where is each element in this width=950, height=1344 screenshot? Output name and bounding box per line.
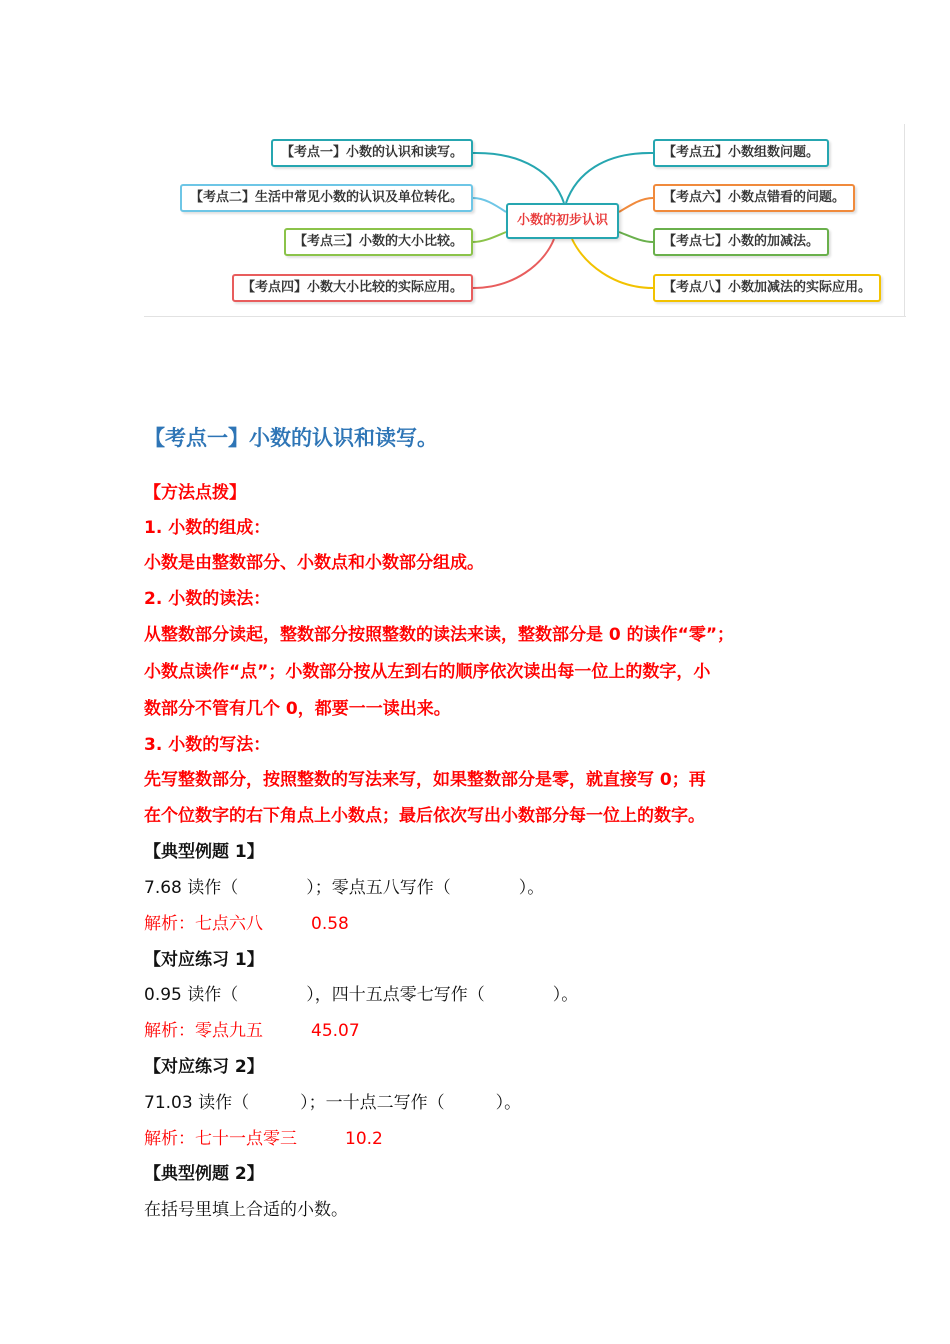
mind-map [144, 124, 906, 318]
practice1-answer [144, 1016, 360, 1041]
mindmap-node-6: 【考点六】小数点错看的问题。 [653, 184, 855, 212]
practice2-heading: 【对应练习 2】 [144, 1057, 264, 1077]
example1-heading: 【典型例题 1】 [144, 842, 264, 862]
writing-text-line1: 先写整数部分，按照整数的写法来写，如果整数部分是零，就直接写 0；再 [144, 770, 706, 790]
mindmap-center-node: 小数的初步认识 [506, 203, 619, 239]
mindmap-node-5: 【考点五】小数组数问题。 [653, 139, 829, 167]
example1-question: 7.68 读作（ ）；零点五八写作（ ）。 [144, 878, 545, 898]
reading-text-line3: 数部分不管有几个 0，都要一一读出来。 [144, 699, 451, 719]
connector-4 [473, 239, 554, 288]
composition-heading: 1. 小数的组成： [144, 518, 271, 538]
method-heading: 【方法点拨】 [144, 483, 246, 503]
connector-1 [473, 153, 564, 203]
answer-label: 解析： [144, 914, 195, 934]
mindmap-node-8: 【考点八】小数加减法的实际应用。 [653, 274, 881, 302]
reading-heading: 2. 小数的读法： [144, 589, 271, 609]
reading-text-line1: 从整数部分读起，整数部分按照整数的读法来读，整数部分是 0 的读作“零”； [144, 625, 735, 645]
answer-value-1: 七十一点零三 [195, 1129, 297, 1149]
composition-text: 小数是由整数部分、小数点和小数部分组成。 [144, 553, 484, 573]
connector-7 [619, 232, 653, 242]
example2-heading: 【典型例题 2】 [144, 1164, 264, 1184]
answer-value-2: 10.2 [345, 1129, 383, 1149]
connector-8 [572, 239, 653, 288]
mindmap-node-4: 【考点四】小数大小比较的实际应用。 [232, 274, 473, 302]
connector-2 [473, 198, 506, 212]
practice1-heading: 【对应练习 1】 [144, 950, 264, 970]
answer-value-1: 七点六八 [195, 914, 263, 934]
answer-label: 解析： [144, 1129, 195, 1149]
example2-question: 在括号里填上合适的小数。 [144, 1200, 348, 1220]
practice2-answer [144, 1124, 383, 1149]
writing-heading: 3. 小数的写法： [144, 735, 271, 755]
connector-6 [619, 198, 653, 212]
connector-5 [566, 153, 653, 203]
section-title: 【考点一】小数的认识和读写。 [144, 426, 438, 450]
answer-value-2: 0.58 [311, 914, 349, 934]
writing-text-line2: 在个位数字的右下角点上小数点；最后依次写出小数部分每一位上的数字。 [144, 806, 705, 826]
mindmap-node-3: 【考点三】小数的大小比较。 [284, 228, 473, 256]
example1-answer [144, 909, 349, 934]
reading-text-line2: 小数点读作“点”；小数部分按从左到右的顺序依次读出每一位上的数字，小 [144, 662, 711, 682]
mindmap-node-2: 【考点二】生活中常见小数的认识及单位转化。 [180, 184, 473, 212]
practice1-question: 0.95 读作（ ），四十五点零七写作（ ）。 [144, 985, 579, 1005]
answer-value-2: 45.07 [311, 1021, 360, 1041]
answer-value-1: 零点九五 [195, 1021, 263, 1041]
answer-label: 解析： [144, 1021, 195, 1041]
mindmap-node-1: 【考点一】小数的认识和读写。 [271, 139, 473, 167]
connector-3 [473, 232, 506, 242]
practice2-question: 71.03 读作（ ）；一十点二写作（ ）。 [144, 1093, 522, 1113]
mindmap-node-7: 【考点七】小数的加减法。 [653, 228, 829, 256]
